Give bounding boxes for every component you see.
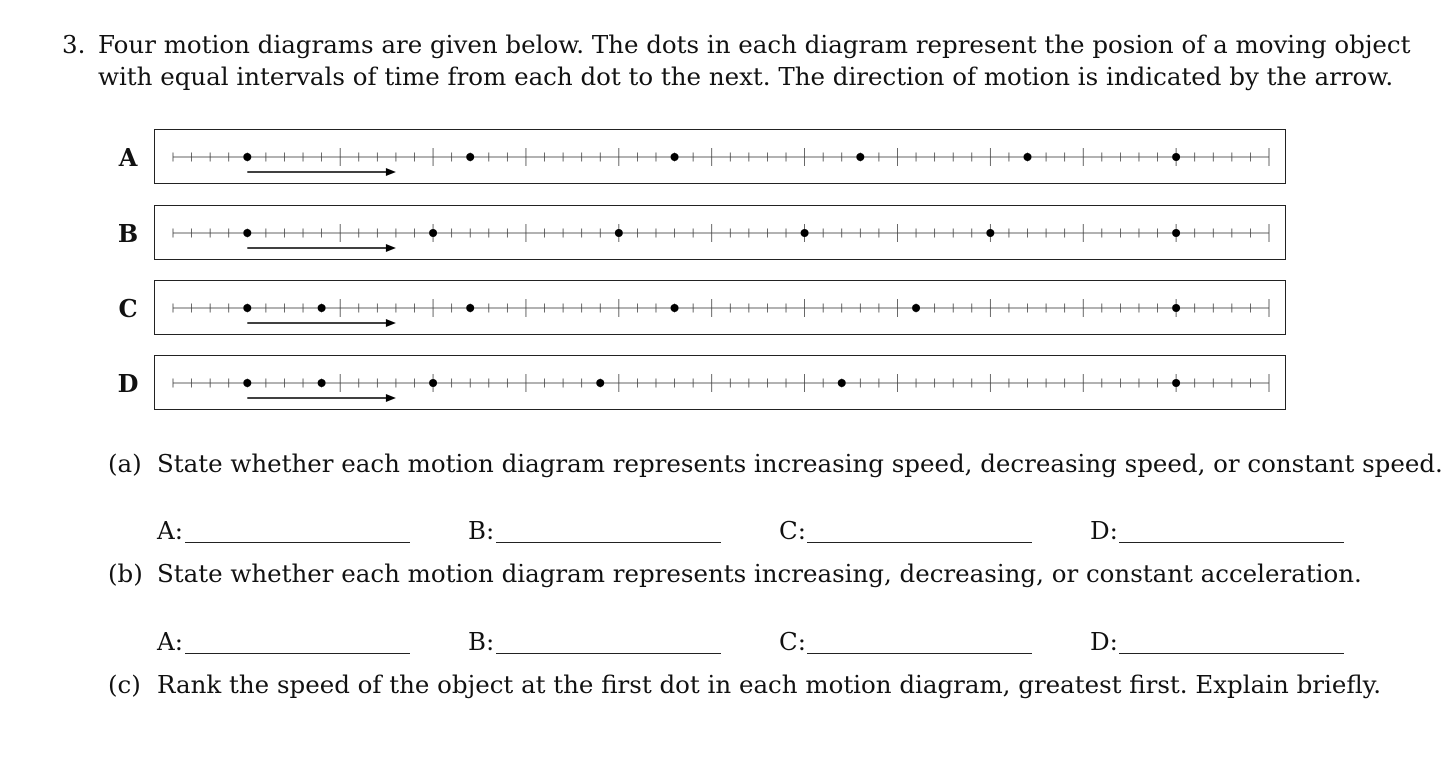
part-b-answer-blank-b[interactable] [496,653,721,654]
diagram-label-a: A [118,143,138,172]
position-dot-c-2 [318,304,326,312]
direction-arrow-head-icon [386,244,396,252]
part-a-answer-label-b: B: [468,516,495,545]
position-dot-b-5 [986,229,994,237]
part-a-answer-blank-a[interactable] [185,542,410,543]
part-b-answer-blank-c[interactable] [807,653,1032,654]
position-dot-a-3 [671,153,679,161]
problem-number: 3. [62,30,86,59]
motion-diagram-d [154,355,1286,410]
position-dot-b-1 [243,229,251,237]
direction-arrow-head-icon [386,319,396,327]
part-b-answer-blank-d[interactable] [1119,653,1344,654]
part-b-answer-label-c: C: [779,627,807,656]
position-dot-d-1 [243,379,251,387]
position-dot-c-1 [243,304,251,312]
part-b-question: State whether each motion diagram represents increasing, decreasing, or constant acceleration. [157,559,1362,588]
part-b-marker: (b) [108,559,143,588]
position-dot-a-4 [856,153,864,161]
diagram-label-c: C [118,294,138,323]
position-dot-a-2 [466,153,474,161]
position-dot-b-3 [615,229,623,237]
position-dot-c-5 [912,304,920,312]
motion-diagram-a [154,129,1286,184]
problem-intro-line-1: Four motion diagrams are given below. The dots in each diagram represent the posion of a moving object [98,30,1411,59]
position-dot-d-6 [1172,379,1180,387]
part-a-answer-label-c: C: [779,516,807,545]
part-a-answer-blank-b[interactable] [496,542,721,543]
position-dot-d-3 [429,379,437,387]
part-b-answer-label-b: B: [468,627,495,656]
part-c-marker: (c) [108,670,141,699]
position-dot-c-3 [466,304,474,312]
position-dot-a-5 [1024,153,1032,161]
part-a-question: State whether each motion diagram represents increasing speed, decreasing speed, or constant speed. [157,449,1443,478]
motion-diagram-c [154,280,1286,335]
part-b-answer-label-a: A: [157,627,183,656]
position-dot-b-6 [1172,229,1180,237]
position-dot-b-4 [801,229,809,237]
diagram-label-b: B [117,219,139,248]
position-dot-c-4 [671,304,679,312]
part-b-answer-label-d: D: [1090,627,1118,656]
position-dot-d-2 [318,379,326,387]
part-a-answer-label-a: A: [157,516,183,545]
diagram-label-d: D [117,369,139,398]
motion-diagram-b [154,205,1286,260]
part-a-answer-blank-d[interactable] [1119,542,1344,543]
position-dot-c-6 [1172,304,1180,312]
position-dot-d-5 [838,379,846,387]
part-a-marker: (a) [108,449,142,478]
direction-arrow-head-icon [386,394,396,402]
problem-intro-line-2: with equal intervals of time from each dot to the next. The direction of motion is indicated by the arrow. [98,62,1394,91]
part-b-answer-blank-a[interactable] [185,653,410,654]
position-dot-a-1 [243,153,251,161]
part-a-answer-blank-c[interactable] [807,542,1032,543]
position-dot-a-6 [1172,153,1180,161]
position-dot-d-4 [596,379,604,387]
direction-arrow-head-icon [386,168,396,176]
position-dot-b-2 [429,229,437,237]
part-c-question: Rank the speed of the object at the first dot in each motion diagram, greatest first. Explain briefly. [157,670,1382,699]
part-a-answer-label-d: D: [1090,516,1118,545]
